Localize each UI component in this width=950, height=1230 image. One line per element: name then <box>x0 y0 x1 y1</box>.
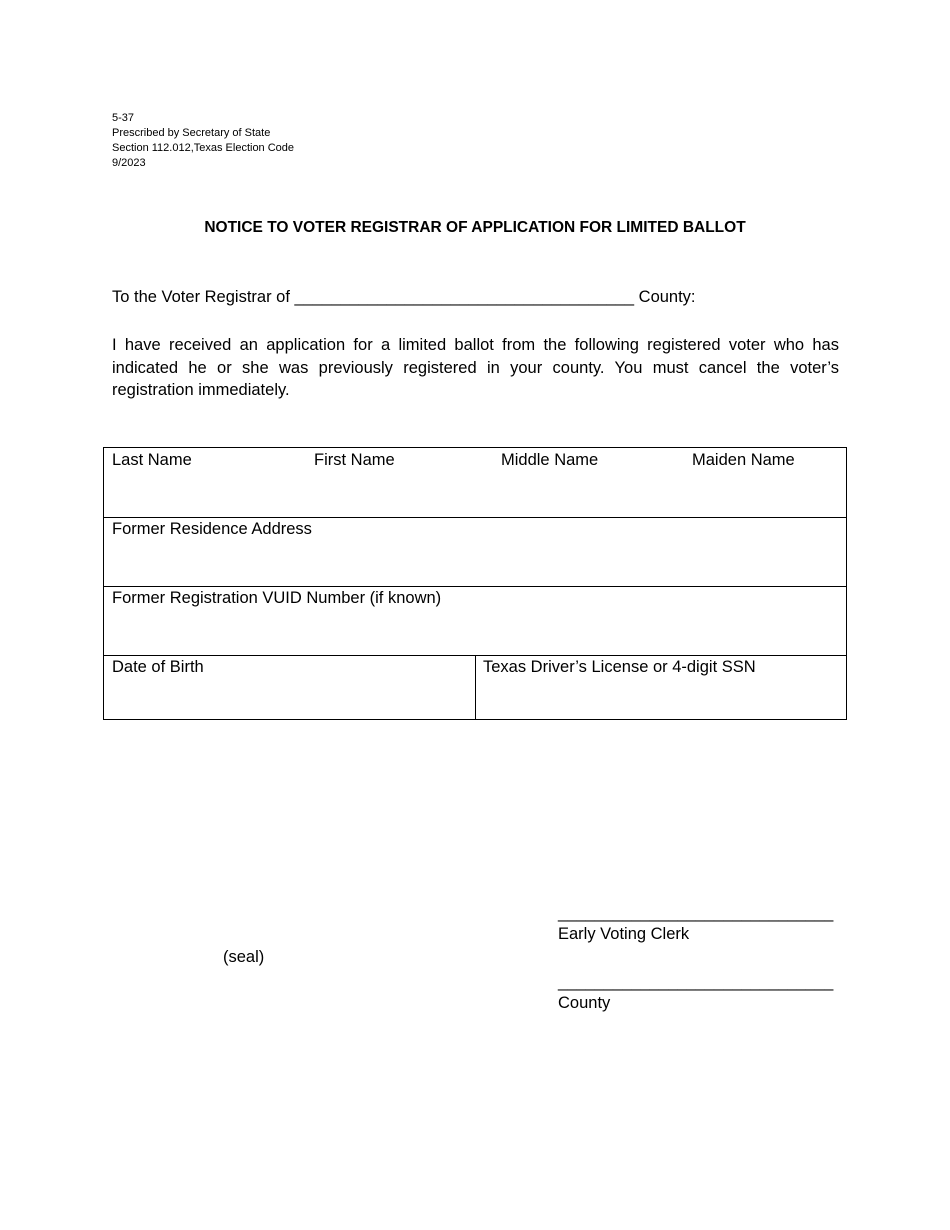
form-header-meta <box>112 111 294 171</box>
former-vuid-label: Former Registration VUID Number (if known) <box>112 589 442 607</box>
maiden-name-label: Maiden Name <box>692 451 795 469</box>
license-ssn-field[interactable] <box>476 655 846 719</box>
former-vuid-field[interactable] <box>104 586 846 656</box>
salutation-suffix: County: <box>638 288 696 306</box>
middle-name-label: Middle Name <box>501 451 599 469</box>
page-title: NOTICE TO VOTER REGISTRAR OF APPLICATION FOR LIMITED BALLOT <box>204 219 746 236</box>
code-section: Section 112.012,Texas Election Code <box>112 142 295 154</box>
name-row[interactable] <box>104 448 846 518</box>
first-name-label: First Name <box>314 451 395 469</box>
county-label: County <box>558 994 611 1012</box>
salutation-line <box>112 288 696 307</box>
dob-license-row <box>104 655 846 719</box>
former-address-label: Former Residence Address <box>112 520 312 538</box>
clerk-label: Early Voting Clerk <box>558 925 690 943</box>
form-number: 5-37 <box>112 112 135 124</box>
salutation-prefix: To the Voter Registrar of <box>112 288 290 306</box>
clerk-signature-line[interactable]: ______________________________ <box>558 904 834 922</box>
former-address-field[interactable] <box>104 517 846 587</box>
voter-info-form <box>103 447 847 720</box>
notice-body-text: I have received an application for a limited ballot from the following registered voter who has indicated he or she was previously registered in your county. You must cancel the voter’s registration immediately. <box>112 336 839 399</box>
license-ssn-label: Texas Driver’s License or 4-digit SSN <box>483 658 756 676</box>
dob-label: Date of Birth <box>112 658 204 676</box>
revision-date: 9/2023 <box>112 157 146 169</box>
seal-label: (seal) <box>223 948 265 966</box>
last-name-label: Last Name <box>112 451 192 469</box>
county-name-blank[interactable]: _____________________________________ <box>294 288 635 306</box>
dob-field[interactable] <box>104 655 475 719</box>
county-signature-line[interactable]: ______________________________ <box>558 973 834 991</box>
prescribed-by: Prescribed by Secretary of State <box>112 127 271 139</box>
